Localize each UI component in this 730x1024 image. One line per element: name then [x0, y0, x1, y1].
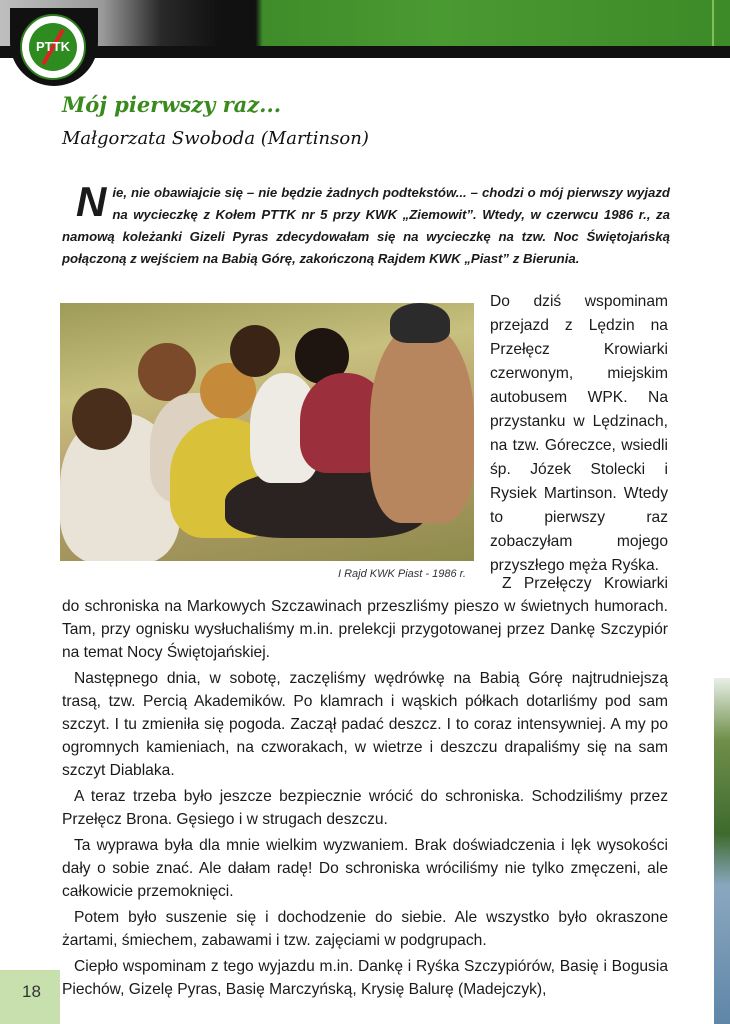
header-bar	[0, 0, 730, 52]
edge-landscape-image	[714, 678, 730, 1024]
header-dark-stripe	[0, 46, 730, 58]
body-paragraph: Potem było suszenie się i dochodzenie do siebie. Ale wszystko było okraszone żartami, śmiechem, zabawami i tzw. zajęciami w podgrupach.	[62, 909, 668, 949]
pttk-logo	[20, 14, 86, 80]
side-column-text: Do dziś wspominam przejazd z Lędzin na Przełęcz Krowiarki czerwonym, miejskim autobusem WPK. Na przystanku w Lędzinach, na tzw. Góreczce, wsiedli śp. Józek Stolecki i Rysiek Martinson. Wtedy to pierwszy raz zobaczyłam mojego przyszłego męża Ryśka.	[490, 293, 668, 574]
lead-paragraph	[62, 178, 670, 270]
body-paragraph: Następnego dnia, w sobotę, zaczęliśmy wędrówkę na Babią Górę najtrudniejszą trasą, tzw. Percią Akademików. Po klamrach i wąskich półkach dotarliśmy pod sam szczyt. I tu zmieniła się pogoda. Zaczął padać deszcz. I to coraz intensywniej. A my po ogromnych kamieniach, na czworakach, w wietrze i deszczu drapaliśmy się na sam szczyt Diablaka.	[62, 670, 668, 779]
photo-caption: I Rajd KWK Piast - 1986 r.	[338, 568, 466, 580]
body-paragraph: Z Przełęczy Krowiarki do schroniska na Markowych Szczawinach przeszliśmy pieszo w świetnych humorach. Tam, przy ognisku wysłuchaliśmy m.in. prelekcji przygotowanej przez Dankę Szczypiór na temat Nocy Świętojańskiej.	[62, 575, 668, 661]
article-author: Małgorzata Swoboda (Martinson)	[62, 128, 369, 149]
logo-text: PTTK	[36, 39, 70, 54]
article-title: Mój pierwszy raz...	[62, 92, 282, 117]
body-paragraph: Ciepło wspominam z tego wyjazdu m.in. Dankę i Ryśka Szczypiórów, Basię i Bogusia Piechów, Gizelę Pyras, Basię Marczyńską, Krysię Balurę (Madejczyk),	[62, 958, 668, 998]
lead-text: ie, nie obawiajcie się – nie będzie żadnych podtekstów... – chodzi o mój pierwszy wyjazd na wycieczkę z Kołem PTTK nr 5 przy KWK „Ziemowit”. Wtedy, w czerwcu 1986 r., za namową koleżanki Gizeli Pyras zdecydowałam się na wycieczkę na tzw. Noc Świętojańską połączoną z wejściem na Babią Górę, zakończoną Rajdem KWK „Piast” z Bierunia.	[62, 185, 670, 266]
drop-cap: N	[76, 178, 107, 225]
page-number: 18	[22, 982, 41, 1001]
body-paragraph: Ta wyprawa była dla mnie wielkim wyzwaniem. Brak doświadczenia i lęk wysokości dały o sobie znać. Ale dałam radę! Do schroniska wróciliśmy nie tylko zmęczeni, ale całkowicie przemoknięci.	[62, 837, 668, 900]
article-body	[62, 572, 668, 1004]
header-accent-line	[712, 0, 714, 46]
body-paragraph: A teraz trzeba było jeszcze bezpiecznie wrócić do schroniska. Schodziliśmy przez Przełęcz Brona. Gęsiego i w strugach deszczu.	[62, 788, 668, 828]
logo-emblem	[29, 23, 77, 71]
group-photo	[60, 303, 474, 561]
